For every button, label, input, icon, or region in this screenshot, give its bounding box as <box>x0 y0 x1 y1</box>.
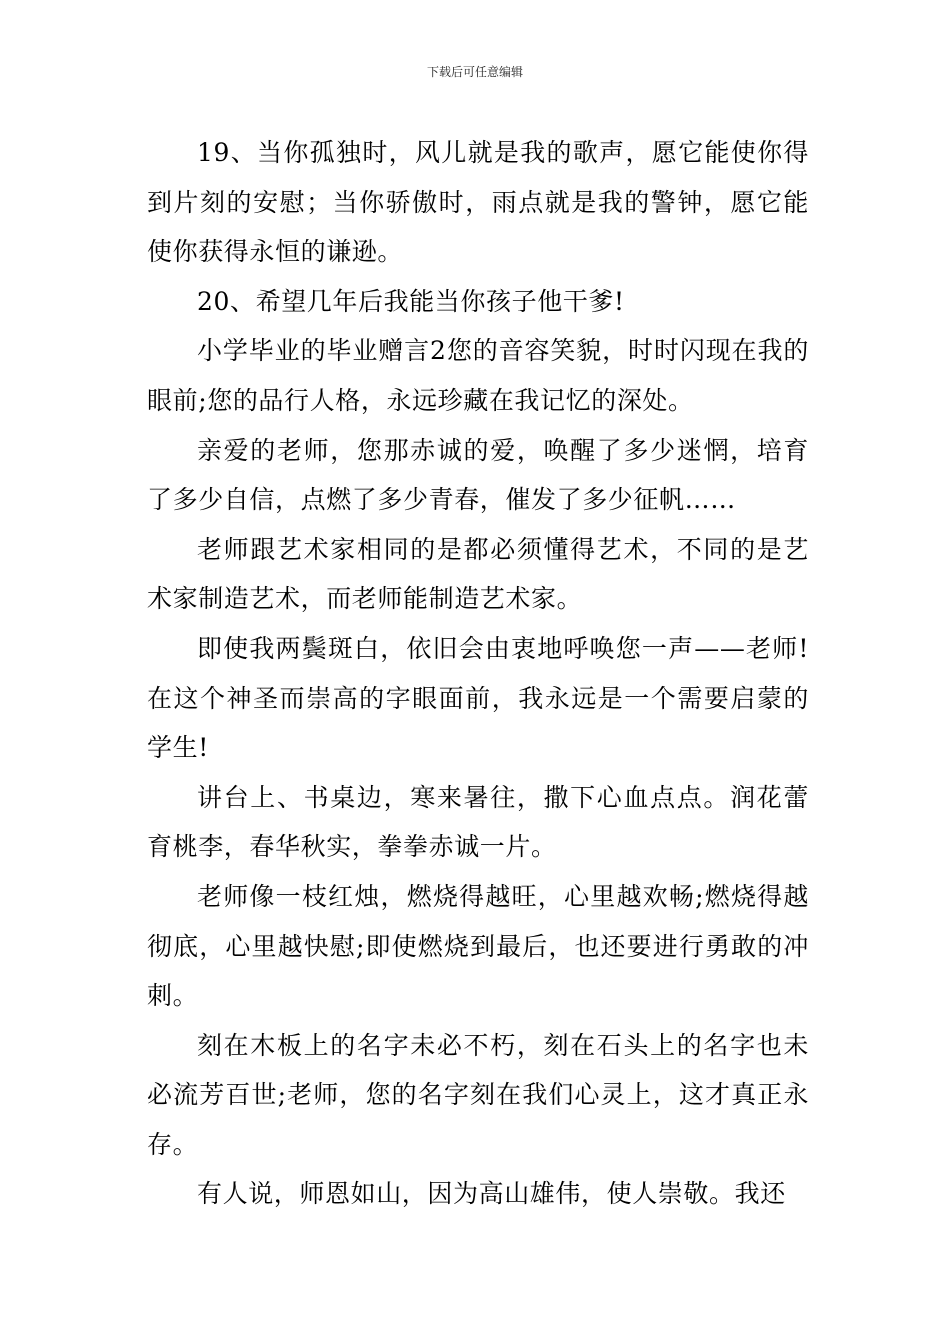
document-body <box>147 128 809 1219</box>
paragraph: 老师跟艺术家相同的是都必须懂得艺术，不同的是艺术家制造艺术，而老师能制造艺术家。 <box>147 534 809 614</box>
paragraph-20: 20、希望几年后我能当你孩子他干爹! <box>197 286 625 316</box>
paragraph: 讲台上、书桌边，寒来暑往，撒下心血点点。润花蕾育桃李，春华秋实，拳拳赤诚一片。 <box>147 782 809 862</box>
paragraph: 亲爱的老师，您那赤诚的爱，唤醒了多少迷惘，培育了多少自信，点燃了多少青春，催发了多少征帆…… <box>147 435 809 515</box>
paragraph: 老师像一枝红烛，燃烧得越旺，心里越欢畅;燃烧得越彻底，心里越快慰;即使燃烧到最后，也还要进行勇敢的冲刺。 <box>147 881 809 1011</box>
paragraph: 有人说，师恩如山，因为高山雄伟，使人崇敬。我还 <box>197 1179 786 1209</box>
paragraph: 即使我两鬓斑白，依旧会由衷地呼唤您一声——老师!在这个神圣而崇高的字眼面前，我永远是一个需要启蒙的学生! <box>147 633 809 763</box>
paragraph-19: 19、当你孤独时，风儿就是我的歌声，愿它能使你得到片刻的安慰；当你骄傲时，雨点就是我的警钟，愿它能使你获得永恒的谦逊。 <box>147 138 809 267</box>
page-header-note: 下载后可任意编辑 <box>426 65 523 79</box>
paragraph: 刻在木板上的名字未必不朽，刻在石头上的名字也未必流芳百世;老师，您的名字刻在我们心灵上，这才真正永存。 <box>147 1030 809 1159</box>
paragraph-intro: 小学毕业的毕业赠言2您的音容笑貌，时时闪现在我的眼前;您的品行人格，永远珍藏在我记忆的深处。 <box>147 336 809 415</box>
